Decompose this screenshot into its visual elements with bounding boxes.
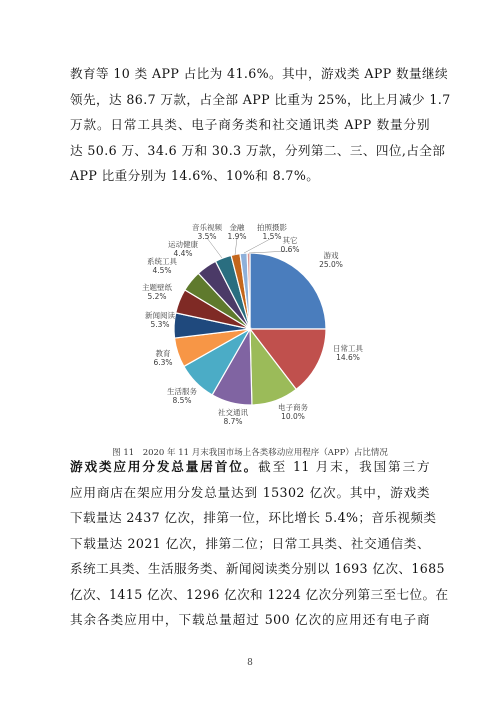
slice-percent-label: 5.3%	[150, 320, 170, 329]
paragraph-line: 下载量达 2437 亿次，排第一位，环比增长 5.4%；音乐视频类	[70, 510, 437, 525]
pie-chart-svg	[120, 212, 390, 444]
slice-percent-label: 0.6%	[280, 245, 300, 254]
paragraph-line: 系统工具类、生活服务类、新闻阅读类分别以 1693 亿次、1685	[70, 561, 445, 576]
slice-percent-label: 1.5%	[262, 232, 282, 241]
page-number: 8	[247, 658, 253, 668]
slice-percent-label: 1.9%	[227, 232, 247, 241]
figure-caption: 图 11 2020 年 11 月末我国市场上各类移动应用程序（APP）占比情况	[112, 448, 388, 458]
slice-percent-label: 25.0%	[319, 260, 343, 269]
slice-label: 音乐视频	[192, 223, 222, 232]
slice-percent-label: 5.2%	[147, 292, 167, 301]
slice-label: 教育	[155, 349, 171, 358]
slice-label: 金融	[229, 223, 245, 232]
slice-label: 社交通讯	[218, 408, 248, 417]
paragraph-line: 亿次、1415 亿次、1296 亿次和 1224 亿次分列第三至七位。在	[70, 586, 449, 602]
paragraph-line: 教育等 10 类 APP 占比为 41.6%。其中，游戏类 APP 数量继续	[70, 66, 449, 81]
slice-percent-label: 14.6%	[336, 353, 360, 362]
paragraph-line: APP 比重分别为 14.6%、10%和 8.7%。	[70, 168, 320, 183]
paragraph-line	[70, 454, 430, 480]
slice-percent-label: 8.7%	[223, 417, 243, 426]
slice-label: 新闻阅读	[145, 311, 175, 320]
slice-label: 生活服务	[167, 387, 197, 396]
slice-label: 运动健康	[168, 240, 198, 249]
slice-percent-label: 6.3%	[153, 358, 173, 367]
slice-label: 游戏	[323, 251, 339, 260]
slice-label: 系统工具	[147, 257, 177, 266]
paragraph-line: 万款。日常工具类、电子商务类和社交通讯类 APP 数量分别	[70, 117, 430, 132]
slice-percent-label: 4.4%	[173, 249, 193, 258]
app-share-pie-chart	[120, 212, 390, 444]
slice-percent-label: 10.0%	[281, 412, 305, 421]
slice-label: 其它	[282, 236, 298, 245]
paragraph-line: 其余各类应用中，下载总量超过 500 亿次的应用还有电子商	[70, 612, 430, 627]
paragraph-line: 应用商店在架应用分发总量达到 15302 亿次。其中，游戏类	[70, 484, 430, 500]
slice-percent-label: 8.5%	[172, 396, 192, 405]
paragraph-line: 达 50.6 万、34.6 万和 30.3 万款，分列第二、三、四位,占全部	[70, 142, 446, 158]
slice-percent-label: 3.5%	[197, 232, 217, 241]
paragraph-line: 下载量达 2021 亿次，排第二位；日常工具类、社交通信类、	[70, 535, 430, 551]
paragraph-line-text: 截至 11 月末，我国第三方	[258, 459, 430, 474]
paragraph-lead-bold: 游戏类应用分发总量居首位。	[70, 459, 259, 474]
slice-label: 电子商务	[278, 403, 308, 412]
body-paragraph-1	[70, 61, 451, 189]
body-paragraph-2	[70, 454, 449, 633]
pie-slice	[250, 253, 326, 329]
slice-percent-label: 4.5%	[152, 266, 172, 275]
slice-label: 主题壁纸	[142, 283, 172, 292]
slice-label: 日常工具	[333, 344, 363, 353]
leader-line	[207, 238, 222, 258]
slice-label: 拍照摄影	[257, 223, 287, 232]
paragraph-line: 领先，达 86.7 万款，占全部 APP 比重为 25%，比上月减少 1.7	[70, 91, 451, 107]
